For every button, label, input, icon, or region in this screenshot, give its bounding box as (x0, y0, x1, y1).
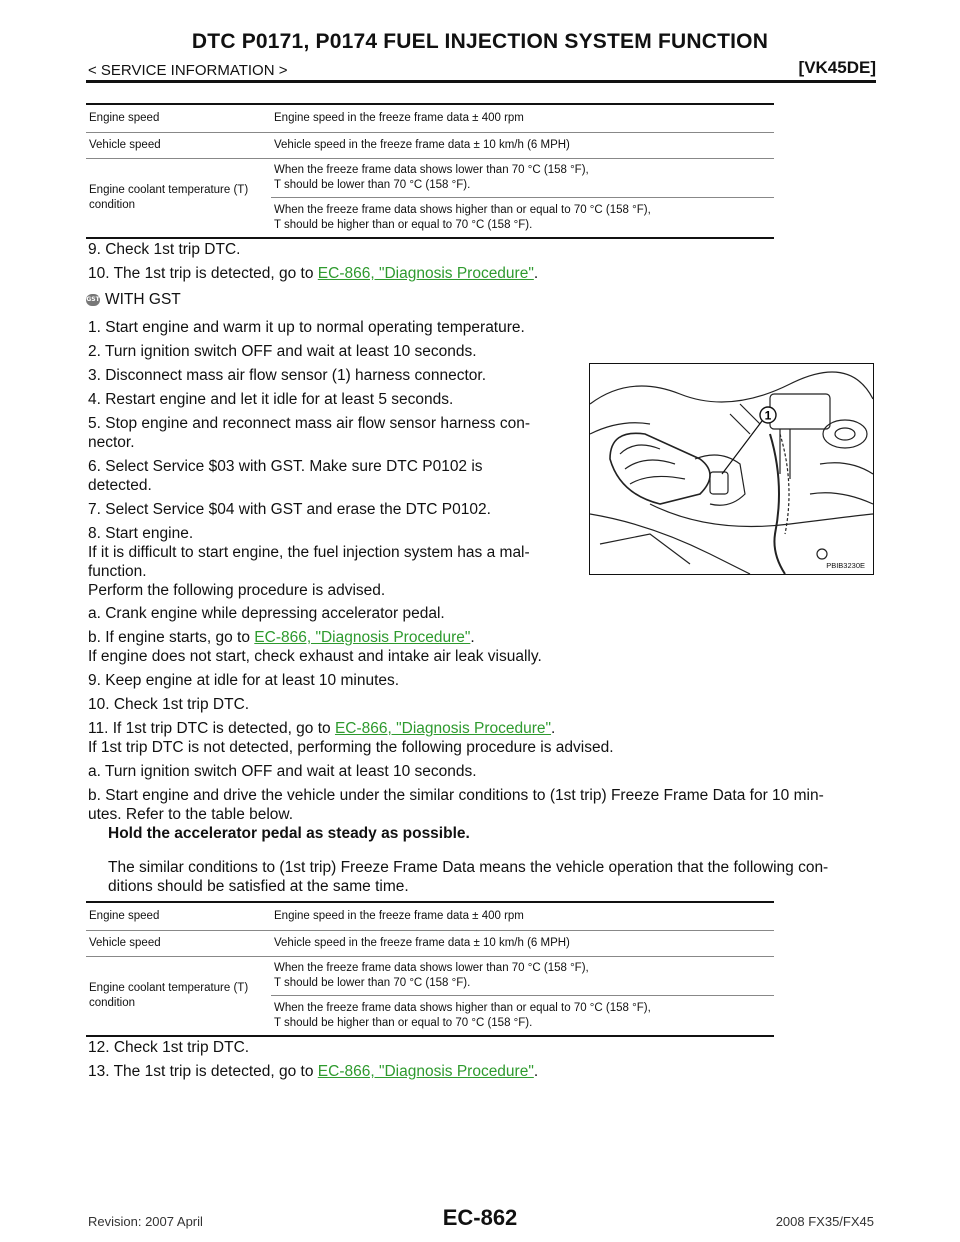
list-item: If engine does not start, check exhaust and intake air leak visually. (88, 648, 542, 665)
table-cell-value: Engine speed in the freeze frame data ± 400 rpm (271, 902, 774, 931)
step-text: 10. The 1st trip is detected, go to (88, 265, 318, 282)
coolant-high-line: T should be higher than or equal to 70 °C (158 °F). (274, 1016, 533, 1029)
gst-icon: GST (86, 294, 100, 306)
engine-illustration (589, 363, 874, 575)
table-cell-value: Vehicle speed in the freeze frame data ± 10 km/h (6 MPH) (271, 931, 774, 957)
revision-label: Revision: 2007 April (88, 1214, 203, 1229)
callout-leader (722, 421, 762, 474)
engine-model-label: [VK45DE] (798, 58, 876, 77)
list-item: 2. Turn ignition switch OFF and wait at least 10 seconds. (88, 343, 477, 360)
table-row (86, 133, 774, 159)
coolant-low-line: When the freeze frame data shows lower than 70 °C (158 °F), (274, 962, 589, 974)
step-b-engine-starts (88, 628, 475, 647)
list-item: 1. Start engine and warm it up to normal operating temperature. (88, 319, 525, 336)
figure-caption: PBIB3230E (826, 561, 865, 570)
coolant-high-line: When the freeze frame data shows higher than or equal to 70 °C (158 °F), (274, 1001, 651, 1014)
section-label: < SERVICE INFORMATION > (88, 62, 288, 79)
table-row (86, 902, 774, 931)
step-13 (88, 1062, 538, 1081)
period: . (551, 720, 556, 737)
coolant-label-line: Engine coolant temperature (T) (89, 184, 249, 196)
list-item: 10. Check 1st trip DTC. (88, 696, 250, 713)
note-text: The similar conditions to (1st trip) Freeze Frame Data means the vehicle operation that the following con- (108, 859, 829, 876)
table-cell-value: Engine speed in the freeze frame data ± 400 rpm (271, 104, 774, 133)
list-item: detected. (88, 477, 152, 494)
table-row (86, 957, 774, 996)
table-cell-value: Vehicle speed in the freeze frame data ± 10 km/h (6 MPH) (271, 133, 774, 159)
engine-drawing (590, 364, 873, 574)
period: . (470, 629, 475, 646)
list-item: nector. (88, 434, 135, 451)
table-cell-value (271, 159, 774, 198)
table-cell-label: Vehicle speed (86, 931, 271, 957)
page-number: EC-862 (442, 1205, 518, 1230)
list-item: 5. Stop engine and reconnect mass air flow sensor harness con- (88, 415, 530, 432)
step-11 (88, 719, 555, 738)
note-text: ditions should be satisfied at the same time. (108, 878, 409, 895)
list-item: 9. Keep engine at idle for at least 10 minutes. (88, 672, 400, 689)
coolant-label-line: condition (89, 997, 136, 1009)
list-item: a. Crank engine while depressing accelerator pedal. (88, 605, 445, 622)
callout-number: 1 (764, 408, 772, 423)
table-row (86, 931, 774, 957)
step-9: 9. Check 1st trip DTC. (88, 241, 241, 258)
list-item: b. Start engine and drive the vehicle under the similar conditions to (1st trip) Freeze Frame Data for 10 min- (88, 787, 824, 804)
table-cell-value (271, 957, 774, 996)
coolant-high-line: T should be higher than or equal to 70 °C (158 °F). (274, 218, 533, 231)
list-item: a. Turn ignition switch OFF and wait at least 10 seconds. (88, 763, 477, 780)
coolant-low-line: When the freeze frame data shows lower than 70 °C (158 °F), (274, 164, 589, 176)
period: . (533, 1063, 539, 1080)
diagnosis-procedure-link[interactable]: EC-866, "Diagnosis Procedure" (254, 629, 471, 646)
table-cell-label: Engine speed (86, 104, 271, 133)
list-item: 7. Select Service $04 with GST and erase the DTC P0102. (88, 501, 491, 518)
list-item: 3. Disconnect mass air flow sensor (1) harness connector. (88, 367, 487, 384)
list-item: 8. Start engine. (88, 525, 194, 542)
page-title: DTC P0171, P0174 FUEL INJECTION SYSTEM FUNCTION (191, 30, 769, 53)
caution-text: Hold the accelerator pedal as steady as possible. (108, 825, 470, 842)
coolant-high-line: When the freeze frame data shows higher than or equal to 70 °C (158 °F), (274, 203, 651, 216)
coolant-low-line: T should be lower than 70 °C (158 °F). (274, 179, 471, 191)
list-item: If 1st trip DTC is not detected, performing the following procedure is advised. (88, 739, 614, 756)
freeze-frame-table-2 (86, 901, 774, 1037)
table-cell-value (271, 198, 774, 239)
step-text: b. If engine starts, go to (88, 629, 255, 646)
list-item: 4. Restart engine and let it idle for at least 5 seconds. (88, 391, 454, 408)
table-cell-label (86, 957, 271, 1037)
diagnosis-procedure-link[interactable]: EC-866, "Diagnosis Procedure" (317, 265, 534, 282)
header-divider (86, 80, 876, 83)
step-text: 11. If 1st trip DTC is detected, go to (88, 720, 335, 737)
step-12: 12. Check 1st trip DTC. (88, 1039, 250, 1056)
table-cell-label: Engine speed (86, 902, 271, 931)
coolant-label-line: condition (89, 199, 136, 211)
diagnosis-procedure-link[interactable]: EC-866, "Diagnosis Procedure" (317, 1063, 534, 1080)
list-item: Perform the following procedure is advised. (88, 582, 386, 599)
table-cell-value (271, 996, 774, 1037)
period: . (533, 265, 539, 282)
list-item: If it is difficult to start engine, the fuel injection system has a mal- (88, 544, 530, 561)
table-cell-label: Vehicle speed (86, 133, 271, 159)
table-row (86, 104, 774, 133)
coolant-low-line: T should be lower than 70 °C (158 °F). (274, 977, 471, 989)
freeze-frame-table-1 (86, 103, 774, 239)
table-row (86, 159, 774, 198)
list-item: utes. Refer to the table below. (88, 806, 294, 823)
list-item: 6. Select Service $03 with GST. Make sure DTC P0102 is (88, 458, 483, 475)
with-gst-heading: WITH GST (105, 291, 181, 308)
coolant-label-line: Engine coolant temperature (T) (89, 982, 249, 994)
table-cell-label (86, 159, 271, 239)
list-item: function. (88, 563, 147, 580)
step-10 (88, 264, 538, 283)
vehicle-label: 2008 FX35/FX45 (775, 1214, 874, 1229)
step-text: 13. The 1st trip is detected, go to (88, 1063, 318, 1080)
diagnosis-procedure-link[interactable]: EC-866, "Diagnosis Procedure" (334, 720, 552, 737)
